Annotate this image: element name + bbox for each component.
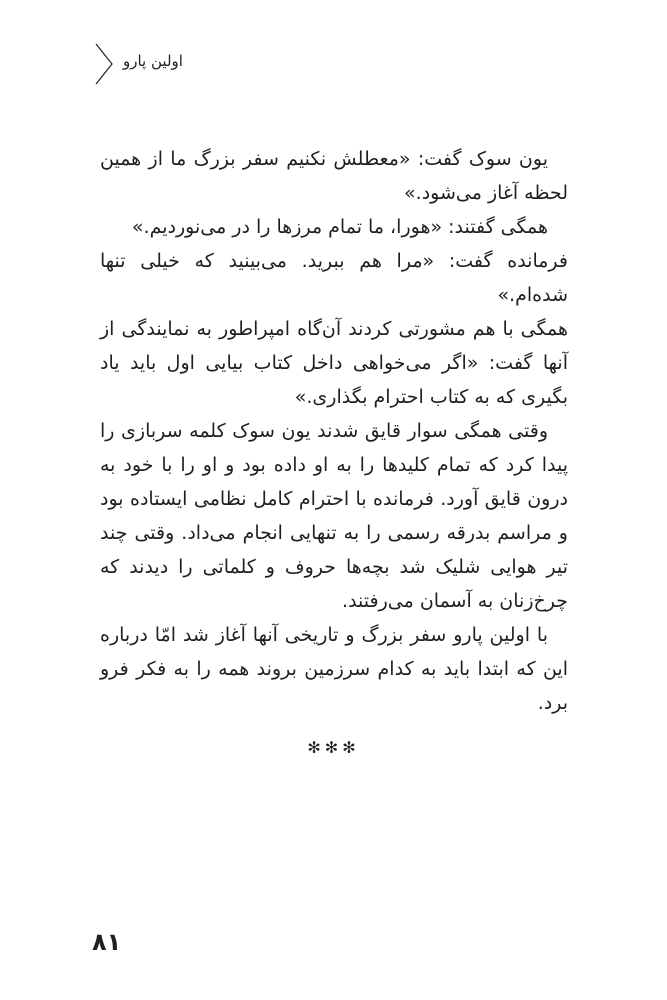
paragraph: وقتی همگی سوار قایق شدند یون سوک کلمه سربازی را پیدا کرد که تمام کلیدها را به او داده بود و او را با خود به درون قایق آورد. فرمانده با احترام کامل نظامی ایستاده بود و مراسم بدرقه رسمی را به تنهایی انجام می‌داد. وقتی چند تیر هوایی شلیک شد بچه‌ها حروف و کلماتی را دیدند که چرخ‌زنان به آسمان می‌رفتند. [100,420,568,612]
paragraph: یون سوک گفت: «معطلش نکنیم سفر بزرگ ما از همین لحظه آغاز می‌شود.» [100,148,568,204]
paragraph: همگی گفتند: «هورا، ما تمام مرزها را در می‌نوردیم.» [131,216,548,238]
page-number: ۸۱ [92,928,122,956]
paragraph: با اولین پارو سفر بزرگ و تاریخی آنها آغاز شد امّا درباره این که ابتدا باید به کدام سرزمین بروند همه را به فکر فرو برد. [100,624,568,714]
body-text [100,142,568,720]
triangle-outline-icon [94,42,114,86]
paragraph: همگی با هم مشورتی کردند آن‌گاه امپراطور به نمایندگی از آنها گفت: «اگر می‌خواهی داخل کتاب بیایی اول باید یاد بگیری که به کتاب احترام بگذاری.» [100,318,568,408]
paragraph: فرمانده گفت: «مرا هم ببرید. می‌بینید که خیلی تنها شده‌ام.» [100,250,568,306]
section-separator: ✻✻✻ [307,738,360,757]
running-title: اولین پارو [123,52,183,70]
